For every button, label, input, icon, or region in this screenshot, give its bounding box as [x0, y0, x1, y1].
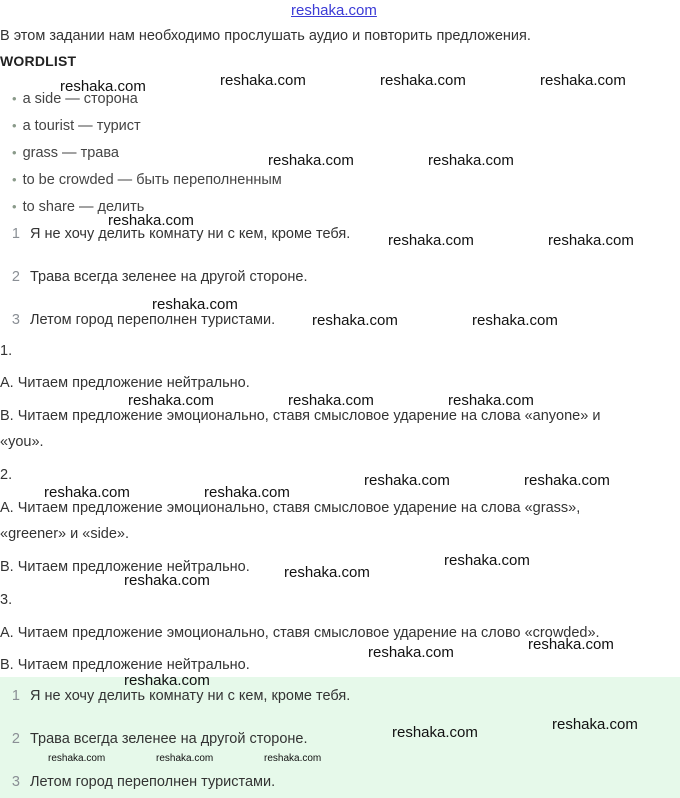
watermark: reshaka.com: [528, 636, 614, 653]
instruction-b: B. Читаем предложение нейтрально.: [0, 657, 250, 673]
watermark: reshaka.com: [552, 716, 638, 733]
instruction-a: A. Читаем предложение эмоционально, ставя смысловое ударение на слова «grass»,: [0, 500, 581, 516]
watermark: reshaka.com: [124, 572, 210, 589]
watermark: reshaka.com: [204, 484, 290, 501]
sentence-item: 3 Летом город переполнен туристами.: [11, 312, 276, 328]
watermark: reshaka.com: [368, 644, 454, 661]
bullet-icon: •: [12, 91, 17, 106]
bullet-icon: •: [12, 199, 17, 214]
watermark: reshaka.com: [524, 472, 610, 489]
highlighted-sentence: 3 Летом город переполнен туристами.: [11, 774, 276, 790]
watermark: reshaka.com: [128, 392, 214, 409]
watermark: reshaka.com: [108, 212, 194, 229]
instruction-number: 1.: [0, 343, 13, 359]
watermark: reshaka.com: [220, 72, 306, 89]
watermark: reshaka.com: [428, 152, 514, 169]
watermark: reshaka.com: [284, 564, 370, 581]
watermark: reshaka.com: [472, 312, 558, 329]
wordlist-title: WORDLIST: [0, 53, 77, 69]
instruction-b: B. Читаем предложение эмоционально, ставя смысловое ударение на слова «anyone» и: [0, 408, 601, 424]
site-header-link[interactable]: reshaka.com: [291, 2, 377, 19]
watermark: reshaka.com: [364, 472, 450, 489]
instruction-a: A. Читаем предложение нейтрально.: [0, 375, 250, 391]
instruction-b-cont: «you».: [0, 434, 44, 450]
wordlist-item: • to share — делить: [12, 199, 145, 215]
watermark: reshaka.com: [124, 672, 210, 689]
wordlist-item: • to be crowded — быть переполненным: [12, 172, 282, 188]
wordlist-item: • a side — сторона: [12, 91, 138, 107]
watermark-small: reshaka.com: [156, 753, 214, 764]
watermark: reshaka.com: [388, 232, 474, 249]
instruction-a: A. Читаем предложение эмоционально, ставя смысловое ударение на слово «crowded».: [0, 625, 600, 641]
watermark: reshaka.com: [312, 312, 398, 329]
watermark: reshaka.com: [548, 232, 634, 249]
sentence-item: 1 Я не хочу делить комнату ни с кем, кроме тебя.: [11, 226, 351, 242]
watermark: reshaka.com: [268, 152, 354, 169]
watermark: reshaka.com: [60, 78, 146, 95]
watermark: reshaka.com: [380, 72, 466, 89]
watermark-small: reshaka.com: [264, 753, 322, 764]
highlighted-sentence: 1 Я не хочу делить комнату ни с кем, кроме тебя.: [11, 688, 351, 704]
wordlist-item: • a tourist — турист: [12, 118, 141, 134]
watermark: reshaka.com: [44, 484, 130, 501]
bullet-icon: •: [12, 118, 17, 133]
intro-text: В этом задании нам необходимо прослушать аудио и повторить предложения.: [0, 28, 531, 44]
instruction-number: 2.: [0, 467, 13, 483]
watermark: reshaka.com: [288, 392, 374, 409]
watermark: reshaka.com: [540, 72, 626, 89]
watermark-small: reshaka.com: [48, 753, 106, 764]
bullet-icon: •: [12, 145, 17, 160]
highlighted-sentence: 2 Трава всегда зеленее на другой стороне.: [11, 731, 308, 747]
bullet-icon: •: [12, 172, 17, 187]
instruction-b: B. Читаем предложение нейтрально.: [0, 559, 250, 575]
watermark: reshaka.com: [444, 552, 530, 569]
watermark: reshaka.com: [152, 296, 238, 313]
instruction-a-cont: «greener» и «side».: [0, 526, 130, 542]
watermark: reshaka.com: [448, 392, 534, 409]
watermark: reshaka.com: [392, 724, 478, 741]
instruction-number: 3.: [0, 592, 13, 608]
sentence-item: 2 Трава всегда зеленее на другой стороне.: [11, 269, 308, 285]
wordlist-item: • grass — трава: [12, 145, 119, 161]
